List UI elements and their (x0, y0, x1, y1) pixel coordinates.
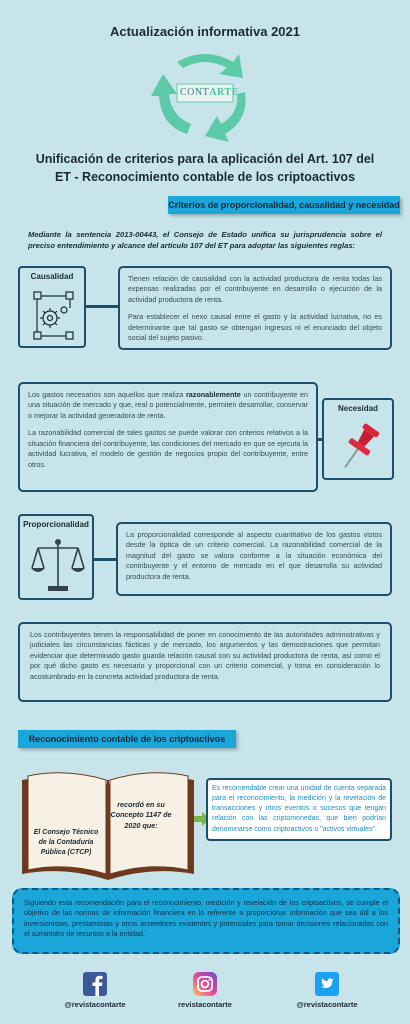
social-instagram[interactable] (150, 972, 260, 1009)
criterios-intro: Mediante la sentencia 2013-00443, el Consejo de Estado unifica su jurisprudencia sobre el preciso entendimiento y alcance del artículo 107 del ET para adoptar las siguientes reglas: (28, 230, 382, 251)
instagram-icon[interactable] (193, 972, 217, 996)
logo-text (180, 87, 239, 98)
logo-text-cont: CONT (180, 87, 210, 98)
necesidad-p1-a: Los gastos necesarios son aquellos que realiza (28, 390, 186, 399)
gear-network-icon (32, 288, 76, 344)
necesidad-label: Necesidad (337, 404, 379, 413)
facebook-handle[interactable]: @revistacontarte (64, 1000, 126, 1009)
necesidad-box (18, 382, 318, 492)
book-left-text: El Consejo Técnico de la Contaduría Pública (CTCP) (33, 829, 99, 856)
proporcionalidad-label: Proporcionalidad (23, 520, 89, 529)
final-summary-box: Siguiendo esta recomendación para el reconocimiento, medición y revelación de los criptoactivos, se cumple el objetivo de las normas de información financiera en lo referente a proporcionar información que sea útil a los inversionistas, prestamistas y otros acreedores existentes y potenciales para tomar decisiones relacionadas con el suministro de recursos a la entidad. (12, 888, 400, 954)
logo-text-arte: ARTE (209, 87, 239, 98)
proporcionalidad-p1: La proporcionalidad corresponde al aspecto cuantitativo de los gastos vistos desde la óptica de un criterio comercial. La razonabilidad comercial de la magnitud del gasto se valora conforme a la situación económica del contribuyente y el entorno de mercado en el que desarrolla su actividad productora de renta. (126, 530, 382, 581)
necesidad-card (322, 398, 394, 480)
facebook-icon[interactable] (83, 972, 107, 996)
main-title: Unificación de criterios para la aplicación del Art. 107 del ET - Reconocimiento contable de los criptoactivos (35, 152, 375, 185)
responsabilidad-box (18, 622, 392, 702)
necesidad-p1-b: un contribuyente en una situación de mercado y que, real o potencialmente, permiten desarrollar, conservar o mejorar la actividad generadora de renta. (28, 390, 308, 420)
causalidad-box (118, 266, 392, 350)
twitter-icon[interactable] (315, 972, 339, 996)
causalidad-p1: Tienen relación de causalidad con la actividad productora de renta todas las expensas realizadas por el contribuyente en desarrollo o ejecución de la actividad productora de renta. (128, 274, 382, 304)
social-facebook[interactable] (40, 972, 150, 1009)
push-pin-icon (338, 420, 382, 476)
criterios-banner: Criterios de proporcionalidad, causalidad y necesidad (168, 196, 400, 214)
reconocimiento-banner: Reconocimiento contable de los criptoactivos (18, 730, 236, 748)
page-title: Actualización informativa 2021 (109, 24, 300, 39)
responsabilidad-text: Los contribuyentes tienen la responsabilidad de poner en conocimiento de las autoridades administrativas y judiciales las circunstancias fácticas y de mercado, los argumentos y las demostraciones que permitan evidenciar que determinado gasto guarda relación causal con su actividad productora de renta, así como el por qué dicho gasto es necesario y proporcional con un criterio comercial, y toma en consideración lo acostumbrado en la concreta actividad productora de renta. (30, 630, 380, 681)
causalidad-card (18, 266, 86, 348)
causalidad-connector (86, 305, 120, 308)
twitter-handle[interactable]: @revistacontarte (296, 1000, 358, 1009)
necesidad-p1 (28, 390, 308, 421)
scales-icon (30, 536, 86, 596)
causalidad-p2: Para establecer el nexo causal entre el gasto y la actividad lucrativa, no es determinante que tal gasto se obtengan ingresos ni el enunciado del objeto social del sujeto pasivo. (128, 312, 382, 343)
recommendation-box: Es recomendable crear una unidad de cuenta separada para el reconocimiento, la medición y la revelación de transacciones y otros eventos o sucesos que tengan relación con las criptomonedas, que bien podrían denominarse como criptoactivos o "activos virtuales". (206, 778, 392, 841)
necesidad-p1-bold: razonablemente (186, 390, 241, 399)
causalidad-label: Causalidad (30, 272, 74, 281)
social-twitter[interactable] (272, 972, 382, 1009)
contarte-logo (147, 44, 263, 144)
necesidad-p2: La razonabilidad comercial de tales gastos se puede valorar con criterios relativos a la situación financiera del contribuyente, las condiciones del mercado en que se ejecuta la actividad lucrativa, el modelo de gestión de negocios propio del contribuyente, entre otros. (28, 428, 308, 469)
proporcionalidad-box (116, 522, 392, 596)
instagram-handle[interactable]: revistacontarte (178, 1000, 232, 1009)
book-right-text: recordó en su Concepto 1147 de 2020 que: (110, 800, 172, 830)
proporcionalidad-connector (94, 558, 118, 561)
proporcionalidad-card (18, 514, 94, 600)
